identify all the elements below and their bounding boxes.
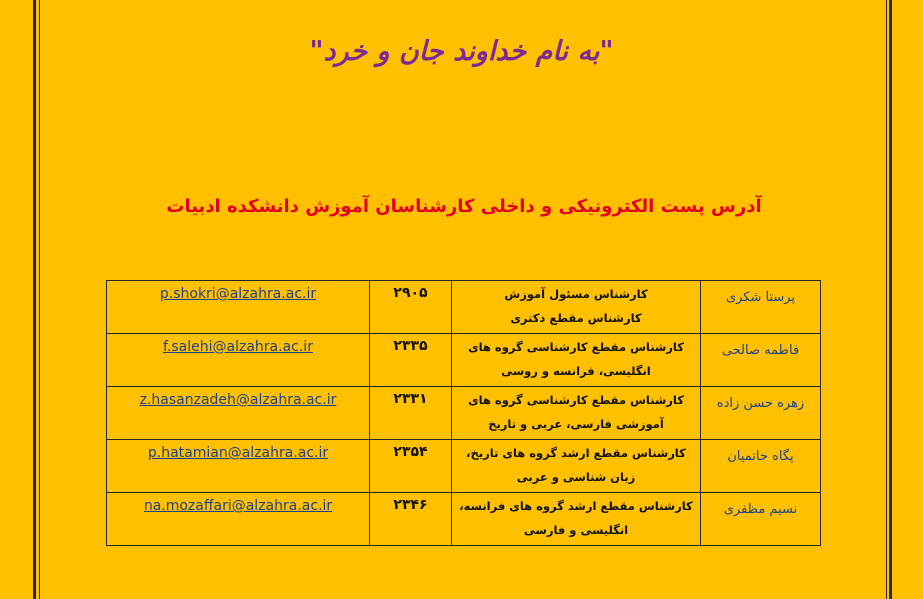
staff-extension: ۲۳۴۶	[370, 493, 452, 546]
right-border-thin	[886, 0, 887, 599]
staff-name: پگاه حاتمیان	[701, 440, 821, 493]
role-line: کارشناس مقطع کارشناسی گروه های	[468, 393, 684, 407]
page-heading: آدرس پست الکترونیکی و داخلی کارشناسان آموزش دانشکده ادبیات	[166, 196, 762, 217]
left-border-thin	[39, 0, 40, 599]
role-line: زبان شناسی و عربی	[516, 470, 636, 484]
staff-email-cell	[107, 387, 370, 440]
table-row	[107, 387, 821, 440]
role-line: انگلیسی و فارسی	[523, 523, 629, 537]
staff-role	[452, 387, 701, 440]
table-row	[107, 440, 821, 493]
left-border-thick	[33, 0, 36, 599]
staff-name: پرستا شکری	[701, 281, 821, 334]
staff-extension: ۲۹۰۵	[370, 281, 452, 334]
staff-email-link[interactable]: z.hasanzadeh@alzahra.ac.ir	[139, 392, 337, 408]
table-row	[107, 334, 821, 387]
role-line: کارشناس مقطع ارشد گروه های فرانسه،	[459, 499, 693, 513]
staff-name: نسیم مظفری	[701, 493, 821, 546]
staff-contact-table	[106, 280, 821, 546]
right-border-thick	[889, 0, 892, 599]
role-line: آموزشی فارسی، عربی و تاریخ	[488, 417, 664, 431]
staff-name: فاطمه صالحی	[701, 334, 821, 387]
staff-role	[452, 281, 701, 334]
basmala-title: "به نام خداوند جان و خرد"	[309, 36, 614, 67]
staff-email-link[interactable]: f.salehi@alzahra.ac.ir	[163, 339, 313, 355]
role-line: کارشناس مقطع دکتری	[510, 311, 642, 325]
staff-email-link[interactable]: p.hatamian@alzahra.ac.ir	[147, 445, 329, 461]
staff-extension: ۲۳۵۴	[370, 440, 452, 493]
table-row	[107, 493, 821, 546]
staff-email-link[interactable]: na.mozaffari@alzahra.ac.ir	[143, 498, 333, 514]
staff-email-cell	[107, 281, 370, 334]
role-line: کارشناس مسئول آموزش	[504, 287, 648, 301]
staff-email-cell	[107, 493, 370, 546]
staff-email-cell	[107, 440, 370, 493]
staff-role	[452, 440, 701, 493]
table-row	[107, 281, 821, 334]
staff-extension: ۲۳۳۵	[370, 334, 452, 387]
staff-extension: ۲۳۳۱	[370, 387, 452, 440]
staff-name: زهره حسن زاده	[701, 387, 821, 440]
role-line: کارشناس مقطع کارشناسی گروه های	[468, 340, 684, 354]
staff-email-link[interactable]: p.shokri@alzahra.ac.ir	[159, 286, 317, 302]
role-line: انگلیسی، فرانسه و روسی	[501, 364, 651, 378]
role-line: کارشناس مقطع ارشد گروه های تاریخ،	[466, 446, 686, 460]
staff-email-cell	[107, 334, 370, 387]
staff-role	[452, 334, 701, 387]
staff-role	[452, 493, 701, 546]
